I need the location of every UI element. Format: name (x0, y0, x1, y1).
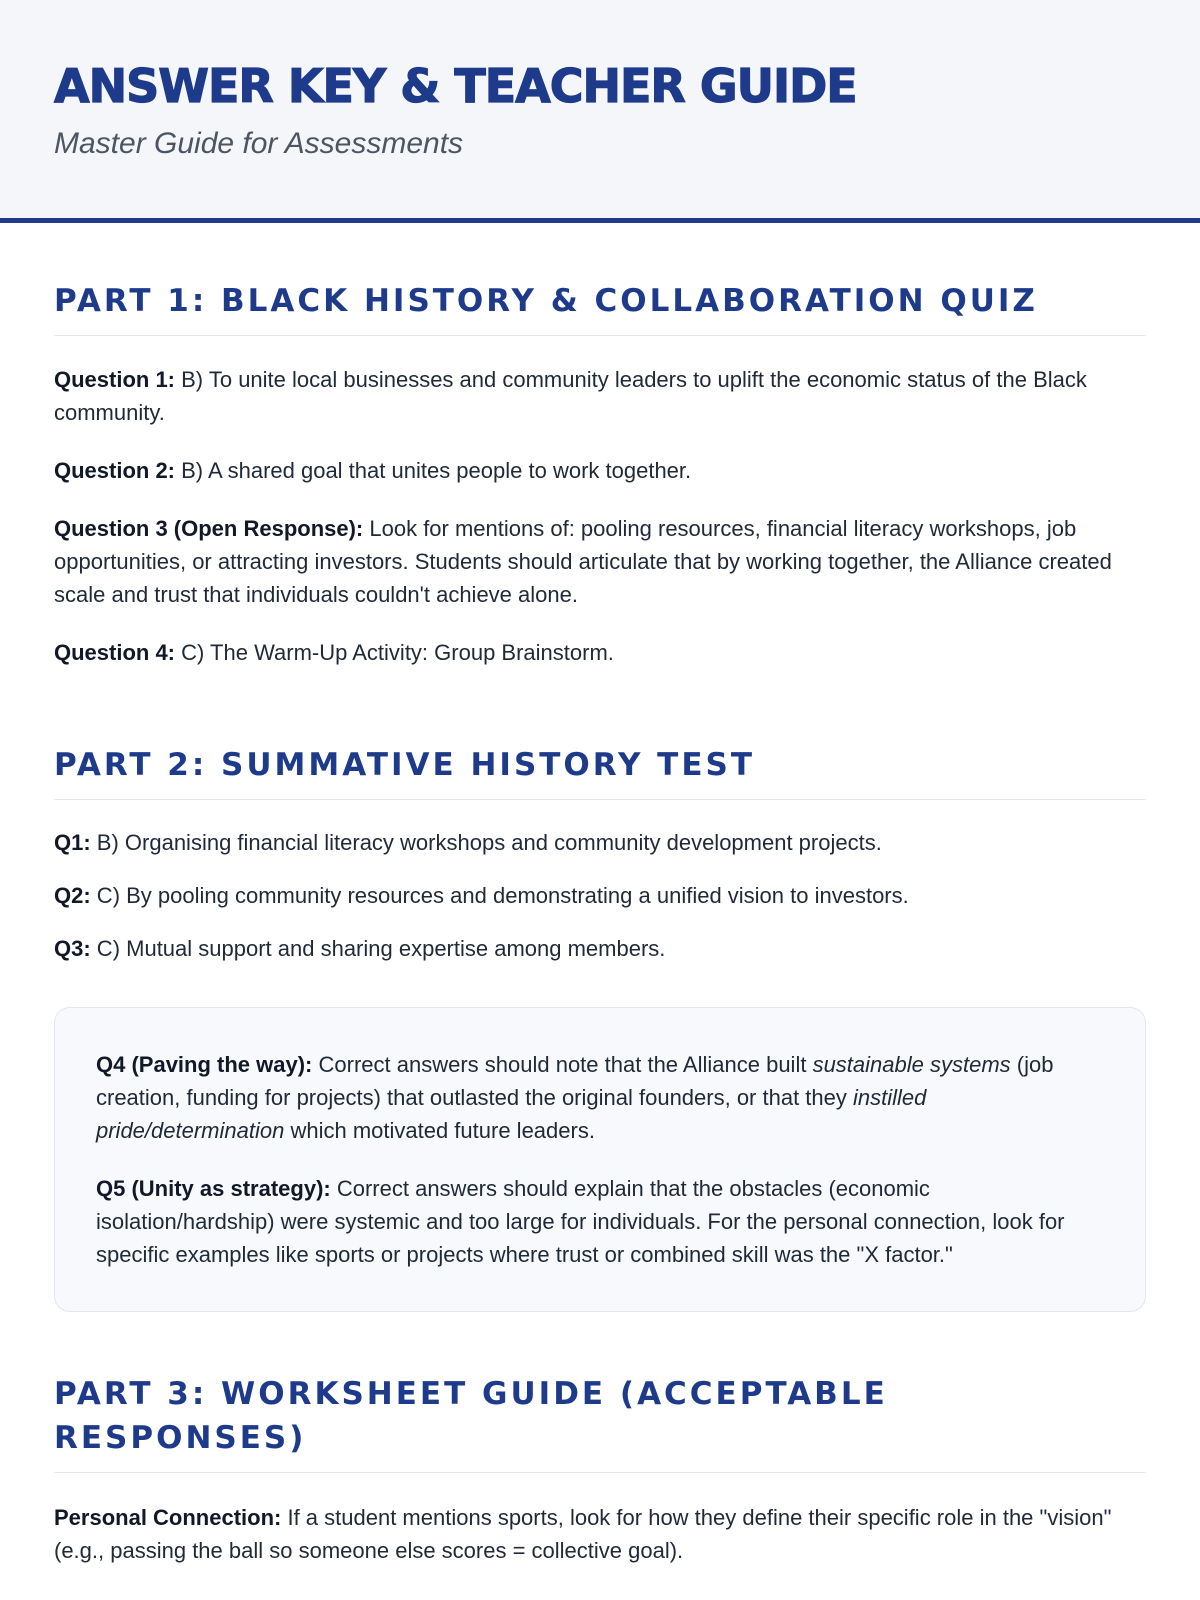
part3-answers (54, 1501, 1146, 1567)
open-response-callout (54, 1007, 1146, 1312)
answer-label: Question 2: (54, 458, 176, 483)
answer-item (54, 512, 1146, 611)
answer-item (54, 879, 1146, 912)
document-body (0, 279, 1200, 1567)
callout-label: Q4 (Paving the way): (96, 1052, 313, 1077)
answer-item (54, 826, 1146, 859)
answer-label: Question 4: (54, 640, 176, 665)
callout-text: which motivated future leaders. (284, 1118, 595, 1143)
answer-item (54, 363, 1146, 429)
answer-text: B) A shared goal that unites people to work together. (175, 458, 692, 483)
part1-answers (54, 363, 1146, 669)
answer-label: Q2: (54, 883, 91, 908)
callout-text: Correct answers should explain that the obstacles (economic isolation/hardship) were systemic and too large for individuals. For the personal connection, look for specific examples like sports or projects where trust or combined skill was the "X factor." (96, 1176, 1065, 1267)
callout-item-q5 (96, 1172, 1104, 1271)
part1-heading: PART 1: BLACK HISTORY & COLLABORATION QUIZ (54, 279, 1146, 336)
callout-emphasis: sustainable systems (812, 1052, 1011, 1077)
page-header (0, 0, 1200, 223)
answer-text: C) Mutual support and sharing expertise among members. (90, 936, 666, 961)
answer-text: If a student mentions sports, look for how they define their specific role in the "vision" (e.g., passing the ball so someone else scores = collective goal). (54, 1505, 1112, 1563)
callout-label: Q5 (Unity as strategy): (96, 1176, 331, 1201)
part3-heading: PART 3: WORKSHEET GUIDE (ACCEPTABLE RESPONSES) (54, 1372, 1146, 1473)
answer-item (54, 932, 1146, 965)
callout-text: Correct answers should note that the Alliance built (312, 1052, 813, 1077)
answer-label: Q3: (54, 936, 91, 961)
page-subtitle: Master Guide for Assessments (54, 127, 464, 160)
answer-text: Look for mentions of: pooling resources, financial literacy workshops, job opportunities, or attracting investors. Students should articulate that by working together, the Alliance created scale and trust that individuals couldn't achieve alone. (54, 516, 1112, 607)
answer-label: Question 3 (Open Response): (54, 516, 364, 541)
answer-label: Question 1: (54, 367, 176, 392)
page-title: ANSWER KEY & TEACHER GUIDE (54, 59, 857, 113)
callout-emphasis: instilled pride/determination (96, 1085, 927, 1143)
part2-heading: PART 2: SUMMATIVE HISTORY TEST (54, 743, 1146, 800)
answer-text: C) The Warm-Up Activity: Group Brainstorm. (175, 640, 614, 665)
part2-answers (54, 826, 1146, 965)
answer-text: B) To unite local businesses and community leaders to uplift the economic status of the Black community. (54, 367, 1087, 425)
answer-label: Q1: (54, 830, 91, 855)
callout-text: (job creation, funding for projects) that outlasted the original founders, or that they (96, 1052, 1054, 1110)
callout-item-q4 (96, 1048, 1104, 1147)
answer-text: C) By pooling community resources and demonstrating a unified vision to investors. (90, 883, 909, 908)
answer-item (54, 454, 1146, 487)
answer-text: B) Organising financial literacy workshops and community development projects. (90, 830, 882, 855)
answer-label: Personal Connection: (54, 1505, 282, 1530)
answer-item (54, 636, 1146, 669)
answer-item (54, 1501, 1146, 1567)
